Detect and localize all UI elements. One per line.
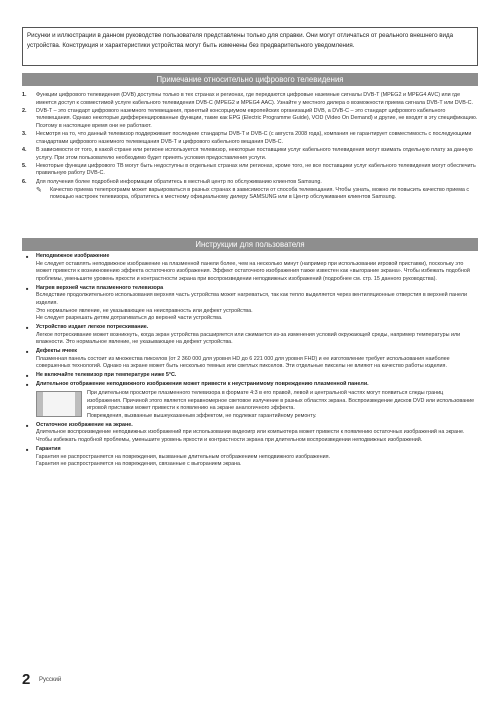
user-instructions-list	[22, 253, 478, 470]
instruction-item	[22, 446, 478, 469]
note-text: Качество приема телепрограмм может варьироваться в разных странах в зависимости от способа телевещания. Чтобы узнать, можно ли повысить качество приема с помощью настроек телевизора, обратитесь к местному официальному дилеру SAMSUNG или в Центр обслуживания клиентов Samsung.	[50, 186, 470, 201]
notice-item-number: 2.	[22, 107, 27, 114]
page-language: Русский	[39, 677, 62, 683]
instruction-paragraph: Длительное воспроизведение неподвижных изображений при использовании видеоигр или компьютера может привести к появлению остаточных изображений на экране.	[36, 429, 465, 436]
bullet-icon: ■	[26, 325, 29, 331]
left-bar	[37, 392, 43, 416]
notice-item-number: 4.	[22, 146, 27, 153]
notice-item	[22, 131, 478, 146]
notice-item-text: Некоторые функции цифрового ТВ могут быть недоступны в отдельных странах или регионах, кроме того, не все поставщики услуг кабельного телевидения могут обеспечить правильную работу DVB-C.	[36, 162, 476, 177]
instruction-item	[22, 324, 478, 347]
instruction-paragraph: Не следует оставлять неподвижное изображение на плазменной панели более, чем на несколько минут (например при использовании игровой приставки), поскольку это может привести к возникновению эффекта остаточного изображения. Эффект остаточного изображения также известен как «выгорание экрана». Чтобы избежать подобной проблемы, уменьшите уровень яркости и контрастности экрана при воспроизведении неподвижных изображений (подробнее см. стр. 15 данного руководства).	[36, 260, 470, 282]
bullet-icon: ■	[26, 446, 29, 452]
page-number: 2	[22, 671, 31, 688]
bullet-icon: ■	[26, 373, 29, 379]
notice-item	[22, 163, 478, 178]
instruction-item	[22, 372, 478, 380]
notice-item-number: 5.	[22, 162, 27, 169]
instruction-paragraph: Это нормальное явление, не указывающее на неисправность или дефект устройства.	[36, 307, 253, 314]
bullet-icon: ■	[26, 285, 29, 291]
bullet-icon: ■	[26, 382, 29, 388]
instruction-paragraph: Гарантия не распространяется на повреждения, связанные с выгоранием экрана.	[36, 461, 242, 468]
notice-item-text: Несмотря на то, что данный телевизор поддерживает последние стандарты DVB-T и DVB-C (с августа 2008 года), компания не гарантирует совместимость с последующими стандартами цифрового наземного телевещания DVB-T и цифрового кабельного вещания DVB-C.	[36, 131, 472, 145]
bullet-icon: ■	[26, 254, 29, 259]
notice-item-text: DVB-T – это стандарт цифрового наземного телевещания, принятый консорциумом европейских организаций DVB, а DVB-C – это стандарт цифрового кабельного телевещания. Однако некоторые дифференцированные функции, такие как EPG (Electric Programme Guide), VOD (Video On Demand) и другие, не входят в эту спецификацию. Поэтому в настоящее время они не работают.	[36, 107, 478, 129]
instruction-paragraph: Плазменная панель состоит из множества пикселов (от 2 360 000 для уровня HD до 6 221 000 для уровня FHD) и ее изготовление требует использования наиболее совершенных технологий. Однако на экране может быть несколько темных или светлых пикселов. Эти отдельные пикселы не влияют на качество работы изделия.	[36, 355, 450, 370]
instruction-paragraph: Легкое потрескивание может возникнуть, когда экран устройства расширяется или сжимается из-за изменения условий окружающей среды, например температуры или влажности. Это нормальное явление, не указывающее на дефект устройства.	[36, 331, 461, 346]
disclaimer-box: Рисунки и иллюстрации в данном руководстве пользователя представлены только для справки. Они могут отличаться от реального внешнего вида устройства. Конструкция и характеристики устройства могут быть изменены без предварительного уведомления.	[22, 27, 478, 66]
digital-tv-notice-list	[22, 92, 478, 202]
notice-item-number: 3.	[22, 131, 27, 138]
notice-item	[22, 179, 478, 187]
user-instructions-header: Инструкции для пользователя	[22, 238, 478, 251]
instruction-paragraph: Гарантия не распространяется на повреждения, вызванные длительным отображением неподвижного изображения.	[36, 453, 331, 460]
instruction-heading: Дефекты ячеек	[36, 348, 77, 355]
notice-item	[22, 108, 478, 131]
instruction-heading: Длительное отображение неподвижного изображения может привести к неустранимому повреждению плазменной панели.	[36, 381, 369, 388]
notice-item-number: 1.	[22, 92, 27, 98]
notice-item-text: В зависимости от того, в какой стране или регионе используется телевизор, некоторые поставщики услуг кабельного телевидения могут взимать отдельную плату за данную услугу. При этом пользователю необходимо будет принять условия предоставления услуги.	[36, 146, 473, 161]
instruction-item	[22, 348, 478, 371]
instruction-item	[22, 253, 478, 283]
aspect-ratio-inset	[36, 390, 478, 420]
digital-tv-notice-header: Примечание относительно цифрового телевидения	[22, 73, 478, 86]
bullet-icon: ■	[26, 422, 29, 428]
notice-item	[22, 92, 478, 107]
bullet-icon: ■	[26, 349, 29, 355]
instruction-heading: Нагрев верхней части плазменного телевизора	[36, 284, 164, 291]
notice-item-number: 6.	[22, 178, 27, 185]
instruction-item	[22, 422, 478, 445]
inset-paragraph: При длительном просмотре плазменного телевизора в формате 4:3 в его правой, левой и центральной частях могут появиться следы границ изображения. Причиной этого является неравномерное световое излучение в разных областях экрана. Воспроизведение дисков DVD или использование игровой приставки может привести к появлению на экране аналогичного эффекта.	[87, 390, 475, 412]
instruction-paragraph: Не следует разрешать детям дотрагиваться до верхней части устройства.	[36, 315, 223, 322]
instruction-paragraph: Чтобы избежать подобной проблемы, уменьшите уровень яркости и контрастности экрана при длительном воспроизведении неподвижных изображений.	[36, 437, 423, 443]
instruction-heading: Устройство издает легкое потрескивание.	[36, 324, 149, 331]
inset-paragraph: Повреждения, вызванные вышеуказанным эффектом, не подлежат гарантийному ремонту.	[87, 412, 317, 419]
instruction-paragraph: Вследствие продолжительного использования верхняя часть устройства может нагреваться, так как тепло выделяется через вентиляционные отверстия в верхней панели изделия.	[36, 292, 467, 306]
screen-illustration	[36, 391, 82, 417]
note-icon: ✎	[36, 186, 42, 194]
instruction-heading: Неподвижное изображение	[36, 253, 110, 259]
instruction-heading: Остаточное изображение на экране.	[36, 421, 133, 428]
instruction-heading: Не включайте телевизор при температуре ниже 5°C.	[36, 372, 177, 379]
notice-item-text: Функции цифрового телевидения (DVB) доступны только в тех странах и регионах, где передаются цифровые наземные сигналы DVB-T (MPEG2 и MPEG4 AVC) или где имеется доступ к совместимой услуге кабельного телевидения DVB-C (MPEG2 и MPEG4 AAC). Узнайте у местного дилера о возможности приема сигнала DVB-T или DVB-C.	[36, 92, 474, 106]
notice-item-text: Для получения более подробной информации обратитесь в местный центр по обслуживанию клиентов Samsung.	[36, 178, 322, 185]
reception-note	[22, 187, 478, 202]
instruction-item	[22, 285, 478, 323]
notice-item	[22, 147, 478, 162]
right-bar	[75, 392, 81, 416]
instruction-heading: Гарантия	[36, 445, 61, 452]
instruction-item	[22, 381, 478, 420]
